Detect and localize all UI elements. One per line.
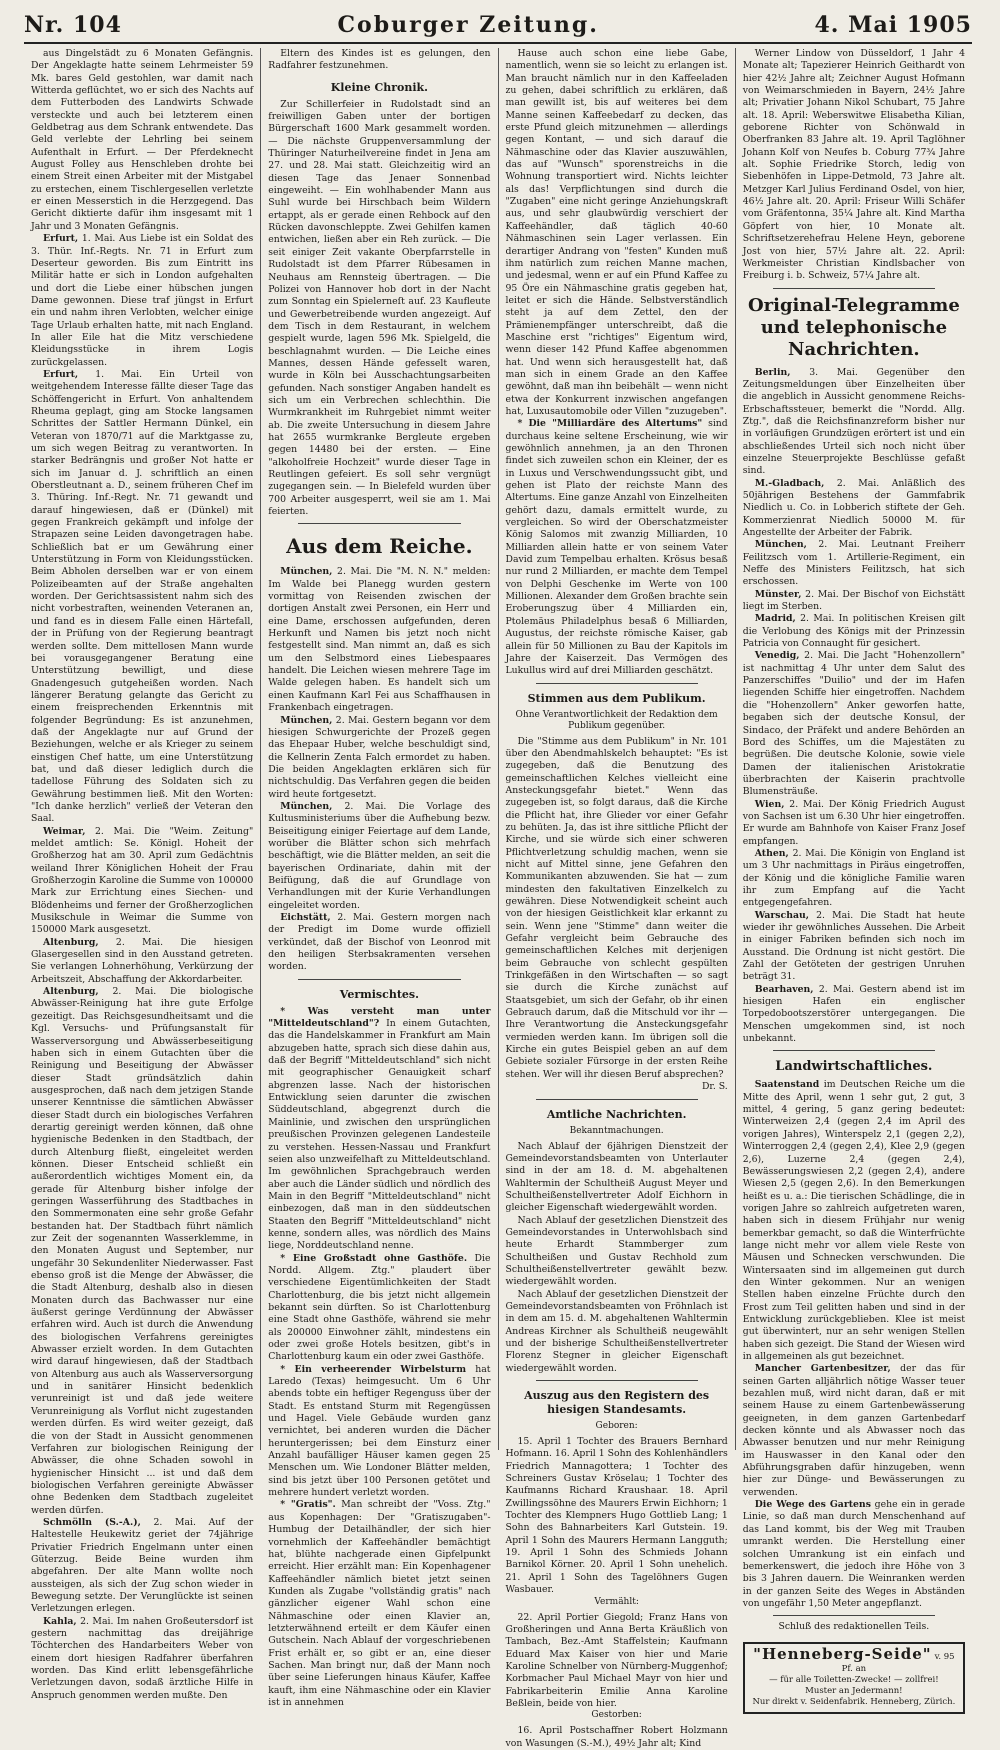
signature: Dr. S. xyxy=(701,1081,728,1093)
article-text: sind durchaus keine seltene Erscheinung, wie wir gewöhnlich annehmen, ja an den Thronen findet sich zuweilen schon ein Kleiner, der es in Luxus und Verschwendungssucht gibt, und gehen ist Plato der reichste Mann des Altertums. Eine ganze Anzahl von Einzelheiten gehört dazu, damals ermittelt wurde, zu vergleichen. So wird der Oberschatzmeister König Salomos mit zwanzig Milliarden, 10 Milliarden allein hatte er von seinem Vater David zum Tempelbau erhalten. Krösus besaß nur rund 2 Milliarden, er machte dem Tempel von Delphi Geschenke im Werte von 100 Millionen. Alexander dem Großen brachte sein Eroberungszug über 4 Milliarden ein, Ptolemäus Philadelphus besaß 6 Milliarden, Augustus, der reichste römische Kaiser, gab allein für 50 Millionen zu Bau der Kapitols im Jahre der Kaiserzeit. Das Vermögen des Lukullus wird auf drei Milliarden geschätzt. xyxy=(505,418,728,677)
article-text: 3. Mai. Gegenüber den Zeitungsmeldungen über Einzelheiten über die angeblich in Aussicht genommene Reichs-Erbschaftssteuer, bemerkt die "Nordd. Allg. Ztg.", daß die Reichsfinanzreform bisher nur in vorläufigen Grundzügen erörtert ist und ein abschließendes Urteil sich noch nicht über einzelne Steuerprojekte Beschlüsse gefaßt sind. xyxy=(742,366,965,477)
article xyxy=(31,1616,253,1702)
register-entry: 22. April Portier Giegold; Franz Hans von Großheringen und Anna Berta Kräußlich von Tambach, Bez.-Amt Staffelstein; Kaufmann Eduard Max Kaiser von hier und Marie Karoline Schnelber von Nürnberg-Muggenhof; Korbmacher Paul Michael Mayr von hier und Fabrikarbeiterin Emilie Anna Karoline Beßlein, beide von hier. xyxy=(505,1611,728,1709)
article xyxy=(743,478,965,540)
divider xyxy=(773,288,935,289)
dateline: M.-Gladbach, xyxy=(754,477,825,489)
section-heading: Auszug aus den Registern des hiesigen Standesamts. xyxy=(524,1389,710,1417)
article-text: Man schreibt der "Voss. Ztg." aus Kopenhagen: Der "Gratiszugaben"-Humbug der Detailhändler, der sich hier vornehmlich der Kaffeehändler bemächtigt hat, blühte nachgerade einen Gipfelpunkt erreicht. Hier erzählt man: Ein Kopenhagener Kaffeehändler nämlich bietet jetzt seinen Kunden als Zugabe "vollständig gratis" nach gänzlicher eigener Wahl schon eine Nähmaschine oder einen Klavier an, letzterwähnend erteilt er dem Käufer einen Gutschein. Nach Ablauf der vorgeschriebenen Frist erhält er, so gibt er an, eine dieser Sachen. Man bringt nur, daß der Mann noch über seine Lieferungen hinaus Käufer, Kaffee kauft, ihm eine Nähmaschine oder ein Klavier ist in annehmen xyxy=(268,1499,491,1708)
article-text: 2. Mai. Leutnant Freiherr Feilitzsch vom 1. Artillerie-Regiment, ein Neffe des Ministers Feilitzsch, hat sich erschossen. xyxy=(742,539,965,588)
divider xyxy=(298,979,460,980)
masthead xyxy=(24,8,972,44)
article: Nach Ablauf der gesetzlichen Dienstzeit des Gemeindevorstandes in Unterwohlsbach sind heute Erhardt Stammberger zum Schultheißen und Gustav Rechhold zum Schultheißenstellvertreter gewählt bezw. wiedergewählt worden. xyxy=(505,1214,728,1288)
dateline: München, xyxy=(280,714,333,726)
dateline: Athen, xyxy=(754,847,789,859)
ad-price: v. 95 Pf. an xyxy=(841,1651,955,1674)
article-text: 2. Mai. Im nahen Großeutersdorf ist gestern nachmittag das dreijährige Töchterchen des Handarbeiters Weber von einem dort hiesigen Radfahrer überfahren worden. Das Kind erlitt lebensgefährliche Verletzungen davon, sodaß ärztliche Hilfe in Anspruch genommen werden mußte. Den xyxy=(31,1615,254,1701)
columns xyxy=(24,48,972,1749)
article xyxy=(743,910,965,984)
dateline: München, xyxy=(754,539,807,551)
article-text: 2. Mai. Die biologische Abwässer-Reinigung hat ihre gute Erfolge gezeitigt. Das Reichsgesundheitsamt und die Kgl. Versuchs- und Prüfungsanstalt für Wasserversorgung und Abwässerbeseitigung haben sich in einem Gutachten über die Reinigung und Beseitigung der Abwässer dieser Stadt gründsätzlich dahin ausgesprochen, daß nach dem jetzigen Stande unserer Kenntnisse die sämtlichen Abwässer dieser Stadt durch ein biologisches Verfahren derartig gereinigt werden können, daß ohne hygienische Bedenken in den Stadtbach, der durch Altenburg fließt, eingeleitet werden können. Dieser Entscheid schließt ein außerordentlich wichtiges Moment ein, da gerade für Altenburg bisher infolge der geringen Wasserführung des Stadtbaches in den Sommermonaten eine sehr große Gefahr bestanden hat. Der Stadtbach führt nämlich zur Zeit der sogenannten Wasserklemme, in den Monaten August und September, nur ungefähr 30 Sekundenliter Niederwasser. Fast ebenso groß ist die Menge der Abwässer, die die Stadt Altenburg, deshalb also in diesen Monaten durch das Bachwasser nur eine äußerst geringe Verdünnung der Abwässer erfahren wird. Auch ist durch die Anwendung des biologischen Verfahrens gereinigtes Abwasser erzielt worden. In dem Gutachten wird darauf hingewiesen, daß der Stadtbach von Altenburg aus auch als Wasserversorgung und in sanitärer Hinsicht bedenklich verunreinigt ist und daß jede weitere Verunreinigung als Vorflut nicht zugestanden werden dürfen. Es wird weiter gezeigt, daß die von der Stadt in Aussicht genommenen Verfahren zur biologischen Reinigung der Abwässer, die ohne Schaden sowohl in hygienischer Hinsicht ... ist und daß dem biologischen Verfahren gereinigte Abwässer ohne Bedenken dem Stadtbach zugeleitet werden dürfen. xyxy=(31,986,254,1516)
article xyxy=(743,589,965,614)
headline: Saatenstand xyxy=(754,1079,820,1091)
article-text: 2. Mai. Der Bischof von Eichstätt liegt im Sterben. xyxy=(742,588,965,613)
headline: * Die "Milliardäre des Altertums" xyxy=(517,418,703,430)
article-text: 2. Mai. Die hiesigen Glasergesellen sind in den Ausstand getreten. Sie verlangen Lohnerhöhung, Verkürzung der Arbeitszeit, Abschaffung der Akkordarbeiter. xyxy=(31,936,254,985)
register-heading: Geboren: xyxy=(595,1421,638,1432)
headline: * "Gratis". xyxy=(280,1499,336,1511)
dateline: Erfurt, xyxy=(43,233,79,245)
ad-line: Nur direkt v. Seidenfabrik. Henneberg, Zürich. xyxy=(752,1697,956,1708)
article xyxy=(268,1499,490,1709)
register-heading: Gestorben: xyxy=(591,1710,642,1721)
article xyxy=(31,986,253,1517)
register-entry: 15. April 1 Tochter des Brauers Bernhard Hofmann. 16. April 1 Sohn des Kohlenhändlers Friedrich Mannagottera; 1 Tochter des Schreiners Gustav Kröselau; 1 Tochter des Kaufmanns Richard Kraushaar. 18. April Zwillingssöhne des Maurers Erwin Eichhorn; 1 Tochter des Klempners Hugo Gottlieb Lang; 1 Sohn des Bahnarbeiters Karl Gutstein. 19. April 1 Sohn des Maurers Hermann Langguth; 19. April 1 Sohn des Schmieds Johann Barnikol Körner. 20. April 1 Sohn unehelich. 21. April 1 Sohn des Tagelöhners Gugen Wasbauer. xyxy=(505,1436,728,1596)
dateline: Eichstätt, xyxy=(280,912,331,923)
article-text: 2. Mai. Auf der Haltestelle Heukewitz geriet der 74jährige Privatier Friedrich Engelmann unter einen Güterzug. Beide Beine wurden ihm abgefahren. Der alte Mann wollte noch aussteigen, als sich der Zug schon wieder in Bewegung setzte. Der Verunglückte ist seinen Verletzungen erlegen. xyxy=(31,1516,254,1615)
article xyxy=(268,566,490,714)
dateline: Altenburg, xyxy=(43,986,99,998)
ad-headline xyxy=(751,1644,957,1676)
section-heading: Aus dem Reiche. xyxy=(286,534,473,559)
article-text: 2. Mai. Gestern morgen nach der Predigt im Dome wurde offiziell verkündet, daß der Bischof von Leonrod mit den heiligen Sterbsakramenten versehen worden. xyxy=(268,912,491,973)
article-text: 2. Mai. Der König Friedrich August von Sachsen ist um 6.30 Uhr hier eingetroffen. Er wurde am Bahnhofe von Kaiser Franz Josef empfangen. xyxy=(742,798,965,847)
advertisement xyxy=(743,1642,965,1715)
issue-date: 4. Mai 1905 xyxy=(814,12,972,38)
end-of-editorial-note: Schluß des redaktionellen Teils. xyxy=(778,1621,930,1633)
article: Nach Ablauf der 6jährigen Dienstzeit der Gemeindevorstandsbeamten von Unterlauter sind in der am 18. d. M. abgehaltenen Wahltermin der Schultheiß August Meyer und Schultheißenstellvertreter Adolf Eichhorn in gleicher Eigenschaft wiedergewählt worden. xyxy=(505,1140,728,1214)
article-text: Die Nordd. Allgem. Ztg." plaudert über verschiedene Eigentümlichkeiten der Stadt Charlottenburg, die bis jetzt nicht allgemein bekannt sein dürften. So ist Charlottenburg eine Stadt ohne Gasthöfe, während sie mehr als 200000 Einwohner zählt, mindestens ein oder zwei große Hotels besitzen, gibt's in Charlottenburg kaum ein oder zwei Gasthöfe. xyxy=(268,1252,491,1363)
register-entry: Werner Lindow von Düsseldorf, 1 Jahr 4 Monate alt; Tapezierer Heinrich Geithardt von hier 42½ Jahre alt; Zeichner August Hofmann von Weimarschmieden in Bayern, 24½ Jahre alt; Privatier Johann Nikol Schubart, 75 Jahre alt. 18. April: Weberswitwe Elisabetha Kilian, geborene Richter von Schönwald in Oberfranken 83 Jahre alt. 19. April Taglöhner Johann Kolf von Neufes b. Coburg 77¾ Jahre alt. Sophie Friedrike Storch, ledig von Siebenhöfen in Lippe-Detmold, 73 Jahre alt. Metzger Karl Julius Ferdinand Osdel, von hier, 46½ Jahre alt. 20. April: Friseur Willi Schäfer vom Gräfentonna, 35¼ Jahre alt. Kind Martha Göpfert von hier, 10 Monate alt. Schriftsetzerehefrau Helene Heyn, geborene Jost von hier, 57½ Jahre alt. 22. April: Werkmeister Christian Kindlsbacher von Freiburg i. b. Schweiz, 57¼ Jahre alt. xyxy=(742,48,965,282)
column-4 xyxy=(736,48,972,1708)
dateline: Warschau, xyxy=(754,909,809,921)
article xyxy=(743,848,965,910)
article-text: gehe ein in gerade Linie, so daß man durch Menschenhand auf das Land kommt, bis der Weg mit Trauben umrankt werden. Die Herstellung einer solchen Umrankung ist ein einfach und bemerkenswert, die jedoch ihre Höhe von 3 bis 3 Jahren dauern. Die Weinranken werden in der ganzen Seite des Weges in Abständen von ungefähr 1,50 Meter angepflanzt. xyxy=(742,1499,965,1609)
article: Die "Stimme aus dem Publikum" in Nr. 101 über den Abendmahlskelch behauptet: "Es ist zugegeben, daß die Benutzung des gemeinschaftlichen Kelches vielleicht eine Ansteckungsgefahr bietet." Wenn das zugegeben ist, so folgt daraus, daß die Kirche die Pflicht hat, ihre Glieder vor einer Gefahr zu behüten. Ja, das ist ihre sittliche Pflicht der Kirche, und sie würde sich einer schweren Pflichtverletzung schuldig machen, wenn sie nicht auf Mittel sinne, jene Gefahren den Kommunikanten abzuwenden. Sie hat — zum mindesten den fakultativen Einzelkelch zu gewähren. Diese Notwendigkeit scheint auch von der hiesigen Geistlichkeit klar erkannt zu sein. Wenn jene "Stimme" dann weiter die Gefahr vergleicht beim Gebrauche des gemeinschaftlichen Kelches mit derjenigen beim Gebrauche von schlecht gespülten Trinkgefäßen in den Wirtschaften — so sagt sie durch die Kirche zunächst auf Staatsgebiet, um sich der Gefahr, ob ihr einen Gebrauch darum, daß die Mitschuld vor ihr — Ihre Verantwortung die Ansteckungsgefahr vermieden werden kann. Im übrigen soll die Kirche ein gutes Beispiel geben an auf dem Gebiete sozialer Fürsorge in der ersten Reihe stehen. Wer will ihr diesen Beruf absprechen? xyxy=(505,735,728,1080)
section-heading: Landwirtschaftliches. xyxy=(775,1059,933,1075)
dateline: Schmölln (S.-A.), xyxy=(43,1516,141,1528)
article-text: 2. Mai. In politischen Kreisen gilt die Verlobung des Königs mit der Prinzessin Patricia von Connaught für gesichert. xyxy=(742,613,965,650)
headline: Mancher Gartenbesitzer, xyxy=(754,1363,891,1375)
divider xyxy=(536,1099,698,1100)
article xyxy=(743,1363,965,1499)
article-text: hat Laredo (Texas) heimgesucht. Um 6 Uhr abends tobte ein heftiger Regenguss über der Stadt. Es entstand Sturm mit Regengüssen und Hagel. Viele Gebäude wurden ganz vernichtet, bei anderen wurden die Dächer heruntergerissen; bei dem Einsturz einer Anzahl baufälliger Häuser kamen gegen 25 Menschen um. Wie Londoner Blätter melden, sind bis jetzt über 100 Personen getötet und mehrere hundert verletzt worden. xyxy=(268,1363,491,1499)
dateline: Altenburg, xyxy=(43,936,99,948)
dateline: Wien, xyxy=(754,798,785,810)
article xyxy=(31,369,253,826)
article xyxy=(268,801,490,912)
article-text: der das für seinen Garten alljährlich nötige Wasser teuer bezahlen muß, wird nicht daran, daß er mit seinem Hause zu einem Gartenbewässerung geeigneten, in dem ganzen Gartenbedarf decken könnte und als Abwasser noch das Abwasser benutzen und nur mehr Reinigung im Hauswasser in den Kanal oder den Abführungsgraben dafür hinzugeben, wenn hier zur Dünge- und Bewässerungen zu verwenden. xyxy=(742,1363,965,1498)
column-2 xyxy=(261,48,498,1708)
article-text: 2. Mai. Die "Weim. Zeitung" meldet amtlich: Se. Königl. Hoheit der Großherzog hat am 30. April zum Gedächtnis weiland Ihrer Königlichen Hoheit der Frau Großherzogin Karoline die Summe von 100000 Mark zur Errichtung eines Siechen- und Blödenheims und ferner der Großherzoglichen Musikschule in Weimar die Summe von 150000 Mark ausgesetzt. xyxy=(31,825,254,936)
article: Hause auch schon eine liebe Gabe, namentlich, wenn sie so leicht zu erlangen ist. Man braucht nämlich nur in den Kaffeeladen zu gehen, dabei schriftlich zu erklären, daß man gewillt ist, bis auf weiteres bei dem Manne seinen Kaffeebedarf zu decken, das erste Pfund gleich mitzunehmen — allerdings gegen Kontant, — und sich darauf die Nähmaschine oder das Klavier auszuwählen, das auf "Wunsch" sporenstreichs in die Wohnung transportiert wird. Nichts leichter als das! Verpflichtungen sind durch die "Zugaben" eine nicht geringe Anziehungskraft aus, und sehr glaubwürdig verschiert der Kaffeehändler, daß täglich 40-60 Nähmaschinen sein Lager verlassen. Ein derartiger Andrang von "festen" Kunden muß ihm natürlich zum reichen Manne machen, und jedesmal, wenn er auf ein Pfund Kaffee zu 95 Öre ein Nähmaschine gratis gegeben hat, leitet er sich die Hände. Selbstverständlich steht ja auf dem Zettel, den der Prämienempfänger unterschreibt, daß die Maschine erst "richtiges" Eigentum wird, wenn dieser 142 Pfund Kaffee abgenommen hat. Und wenn sich herausgestellt hat, daß man sich in einem Grade an den Kaffee gewöhnt, daß man ihn beibehält — wenn nicht etwa der Konkurrent inzwischen angefangen hat, Luxusautomobile oder Villen "zuzugeben". xyxy=(505,48,728,417)
article-text: 2. Mai. Gestern begann vor dem hiesigen Schwurgerichte der Prozeß gegen das Ehepaar Huber, welche beschuldigt sind, die Kellnerin Zenta Falch ermordet zu haben. Die beiden Angeklagten erklären sich für nichtschuldig. Das Verfahren gegen die beiden wird heute fortgesetzt. xyxy=(268,714,491,800)
section-heading: Amtliche Nachrichten. xyxy=(546,1107,687,1121)
section-subheading: Bekanntmachungen. xyxy=(569,1125,664,1136)
article-text: 2. Mai. Die "M. N. N." melden: Im Walde bei Planegg wurden gestern vormittag von Reisenden zwischen der dortigen Anstalt zwei Personen, ein Herr und eine Dame, erschossen aufgefunden, deren Herkunft und Namen bis jetzt noch nicht festgestellt sind. Man nimmt an, daß es sich um den Selbstmord eines Liebespaares handelt. Die Leichen wiesen mehrere Tage im Walde gelegen haben. Es handelt sich um einen Kaufmann Karl Fei aus Schaffhausen in Frankenbach eingetragen. xyxy=(268,566,491,714)
article xyxy=(506,418,728,677)
article-text: 2. Mai. Die Vorlage des Kultusministeriums über die Aufhebung bezw. Beiseitigung einiger Feiertage auf dem Lande, worüber die Blätter schon sich mehrfach beschäftigt, wie die Blätter melden, an seit die bayerischen Ordinariate, dahin mit der Beifügung, daß die auf Grundlage von Verhandlungen mit der Kurie Verhandlungen eingeleitet worden. xyxy=(268,800,491,911)
headline: * Eine Großstadt ohne Gasthöfe. xyxy=(280,1252,468,1264)
dateline: Venedig, xyxy=(754,650,800,662)
headline: Die Wege des Gartens xyxy=(754,1499,871,1511)
dateline: München, xyxy=(280,566,333,578)
article-text: 2. Mai. Gestern abend ist im hiesigen Hafen ein englischer Torpedobootszerstörer untergegangen. Die Menschen umgekommen sind, ist noch unbekannt. xyxy=(742,983,965,1045)
article xyxy=(31,1517,253,1616)
article-text: 1. Mai. Aus Liebe ist ein Soldat des 3. Thür. Inf.-Regts. Nr. 71 in Erfurt zum Deserteur geworden. Bis zum Eintritt ins Militär hatte er sich in London aufgehalten und dort die Liebe einer hübschen jungen Dame gewonnen. Diese traf jüngst in Erfurt ein und nahm ihren Verlobten, welcher einige Tage Urlaub erhalten hatte, mit nach England. In aller Eile hat die Mitz verschiedene Kleidungsstücke in ihrem Logis zurückgelassen. xyxy=(31,233,254,368)
section-heading: Stimmen aus dem Publikum. xyxy=(527,691,706,705)
section-heading: Original-Telegramme und telephonische Nachrichten. xyxy=(747,294,960,360)
issue-number: Nr. 104 xyxy=(24,12,122,38)
article-text: 2. Mai. Die Stadt hat heute wieder ihr gewöhnliches Aussehen. Die Arbeit in einiger Fabriken befinden sich noch im Ausstand. Die Ordnung ist nicht gestört. Die Zahl der Getöteten der gestrigen Unruhen beträgt 31. xyxy=(742,909,965,983)
section-heading: Vermischtes. xyxy=(339,987,419,1001)
ad-line: Muster an Jedermann! xyxy=(805,1686,903,1697)
article-text: In einem Gutachten, das die Handelskammer in Frankfurt am Main abzugeben hatte, sprach sich diese dahin aus, daß der Begriff "Mitteldeutschland" sich nicht mit geographischer Genauigkeit scharf abgrenzen lasse. Nach der historischen Entwicklung seien darunter die zwischen Süddeutschland, abgegrenzt durch die Mainlinie, und zwischen den ursprünglichen preußischen Provinzen gelegenen Landesteile zu verstehen. Hessen-Nassau und Frankfurt seien also unzweifelhaft zu Mitteldeutschland. Im gewöhnlichen Sprachgebrauch werden aber auch die Länder südlich und nördlich des Main in den Begriff "Mitteldeutschland" nicht einbezogen, daß man in den süddeutschen Staaten den Begriff "Mitteldeutschland" nicht kenne, sondern alles, was nördlich des Mains liege, Norddeutschland nenne. xyxy=(268,1018,491,1252)
register-entry: 16. April Postschaffner Robert Holzmann von Wasungen (S.-M.), 49½ Jahr alt; Kind xyxy=(505,1725,728,1749)
article-text: 2. Mai. Anläßlich des 50jährigen Bestehens der Gammfabrik Niedlich u. Co. in Lobberich stiftete der Geh. Kommerzienrat Niedlich 50000 M. für Angestellte der Arbeiter der Fabrik. xyxy=(742,477,965,538)
article: aus Dingelstädt zu 6 Monaten Gefängnis. Der Angeklagte hatte seinem Lehrmeister 59 Mk. bares Geld gestohlen, war damit nach Witterda geflüchtet, wo er sich des Nachts auf dem Futterboden des Landwirts Schwade versteckte und auch bei letzterem einen Geldbetrag aus dem Schrank entwendete. Das Geld verlebte der Lehrling bei seinem Aufenthalt in Erfurt. — Der Pferdeknecht August Folley aus Henschleben drohte bei einem Streit einen Arbeiter mit der Mistgabel zu erstechen, einem Tischlergesellen verletzte er einen Messerstich in die Herzgegend. Das Gericht diktierte dafür ihm insgesamt mit 1 Jahr und 3 Monaten Gefängnis. xyxy=(31,48,254,232)
article-text: 1. Mai. Ein Urteil von weitgehendem Interesse fällte dieser Tage das Schöffengericht in Erfurt. Von anhaltendem Rheuma geplagt, ging am Stocke langsamen Schrittes der Sattler Hermann Dünkel, ein Veteran von 1870/71 auf die Marktgasse zu, um sich wegen Beitrag zu verantworten. In starker Bedrängnis und großer Not hatte er sich im Januar d. J. schriftlich an einen Oberstleutnant a. D., seinem früheren Chef im 3. Thüring. Inf.-Regt. Nr. 71 gewandt und darauf hingewiesen, daß er (Dünkel) mit gegen Frankreich gekämpft und infolge der Strapazen seine Leiden davongetragen habe. Schließlich bat er um Gewährung einer Unterstützung in Form von Kleidungsstücken. Beim Abholen derselben war er von einem Polizeibeamten auf der Straße angehalten worden. Der Gerichtsassistent nahm sich des nicht vorbestraften, weinenden Veteranen an, und fand es in diesem Falle einen Härtefall, der in Prüfung von der Regierung beantragt werden sollte. Dem mittellosen Mann wurde bei vorausgegangener Beratung eine Unterstützung bewilligt, und diese Gnadengesuch gutgeheißen worden. Nach längerer Beratung gelangte das Gericht zu einem freisprechenden Erkenntnis mit folgender Begründung: Es ist anzunehmen, daß der Angeklagte nur auf Grund der Beziehungen, welche er als Krieger zu seinem einstigen Chef hatte, um eine Unterstützung bat, und daß dieser lediglich durch die tadellose Führung des Soldaten sich zu Gewährung bestimmen ließ. Mit den Worten: "Ich danke herzlich" verließ der Veteran den Saal. xyxy=(31,368,254,825)
dateline: Berlin, xyxy=(754,366,791,378)
article xyxy=(31,826,253,937)
article xyxy=(31,937,253,986)
article: Zur Schillerfeier in Rudolstadt sind an freiwilligen Gaben unter der bortigen Bürgerschaft 1600 Mark gesammelt worden. — Die nächste Gruppenversammlung der Thüringer Naturheilvereine findet in Jena am 27. und 28. Mai statt. Gleichzeitig wird an diesen Tage das Jenaer Sonnenbad eingeweiht. — Ein wohlhabender Mann aus Suhl wurde bei Hirschbach beim Wildern ertappt, als er gerade einen Rehbock auf den Rücken davonschleppte. Zwei Gehilfen kamen entwichen, ließen aber ein Reh zurück. — Die seit einiger Zeit vakante Oberpfarrstelle in Rudolstadt ist dem Pfarrer Rübesamen in Neuhaus am Rennsteig übertragen. — Die Polizei von Hannover hob dort in der Nacht zum Sonntag ein Spielerneſt auf. 23 Kaufleute und Gewerbetreibende wurden angezeigt. Auf dem Tisch in dem Restaurant, in welchem gespielt wurde, lagen 596 Mk. Spielgeld, die beschlagnahmt wurden. — Die Leiche eines Mannes, dessen Hände gefesselt waren, wurde in Köln bei Ausschachtungsarbeiten gefunden. Nach sonstiger Angaben handelt es sich um ein Verbrechen schlechthin. Die Wurmkrankheit im Ruhrgebiet nimmt weiter ab. Die zweite Untersuchung in diesem Jahre hat 2655 wurmkranke Bergleute ergeben gegen 14480 bei der ersten. — Eine "alkoholfreie Hochzeit" wurde dieser Tage in Reutlingen gefeiert. Es soll sehr vergnügt zugegangen sein. — In Bielefeld wurden über 700 Arbeiter ausgesperrt, weil sie am 1. Mai feierten. xyxy=(268,98,491,518)
article-text: 2. Mai. Die Königin von England ist um 3 Uhr nachmittags in Piräus eingetroffen, der König und die königliche Familie waren ihr zum Empfang auf die Yacht entgegengefahren. xyxy=(742,847,965,909)
dateline: Münster, xyxy=(754,588,802,600)
article xyxy=(268,1364,490,1500)
column-1 xyxy=(24,48,261,1701)
dateline: Erfurt, xyxy=(43,368,79,380)
ad-line: — für alle Toiletten-Zwecke! — zollfrei! xyxy=(769,1675,939,1686)
article xyxy=(743,1499,965,1610)
article xyxy=(743,799,965,848)
headline: * Was versteht man unter "Mitteldeutschland"? xyxy=(268,1005,491,1030)
register-heading: Vermählt: xyxy=(594,1596,639,1607)
dateline: Madrid, xyxy=(754,613,796,625)
article xyxy=(268,715,490,801)
dateline: Weimar, xyxy=(43,825,86,837)
section-subheading: Ohne Verantwortlichkeit der Redaktion dem Publikum gegenüber. xyxy=(515,709,718,731)
article xyxy=(268,912,490,974)
article: Eltern des Kindes ist es gelungen, den Radfahrer festzunehmen. xyxy=(268,48,491,72)
article xyxy=(268,1006,490,1253)
divider xyxy=(773,1615,935,1616)
article: Nach Ablauf der gesetzlichen Dienstzeit der Gemeindevorstandsbeamten von Fröhnlach ist in dem am 15. d. M. abgehaltenen Wahltermin Andreas Kirchner als Schultheiß neugewählt und der bisherige Schultheißenstellvertreter Florenz Stegner in gleicher Eigenschaft wiedergewählt worden. xyxy=(505,1288,728,1374)
divider xyxy=(536,1380,698,1381)
article xyxy=(743,367,965,478)
section-heading: Kleine Chronik. xyxy=(330,80,428,94)
article-text: im Deutschen Reiche um die Mitte des April, wenn 1 sehr gut, 2 gut, 3 mittel, 4 gering, 5 ganz gering bedeutet: Winterweizen 2,4 (gegen 2,4 im April des vorigen Jahres), Winterspelz 2,1 (gegen 2,2), Winterroggen 2,4 (gegen 2,4), Klee 2,9 (gegen 2,6), Luzerne 2,4 (gegen 2,4), Bewässerungswiesen 2,2 (gegen 2,4), andere Wiesen 2,5 (gegen 2,6). In den Bemerkungen heißt es u. a.: Die tierischen Schädlinge, die in vorigen Jahre so zahlreich aufgetreten waren, haben sich in diesem Frühjahr nur wenig bemerkbar gemacht, so daß die Winterfrüchte lange nicht mehr vor allem viele Reste von Mäusen und Schnecken verschwunden. Die Wintersaaten sind im allgemeinen gut durch den Winter gekommen. Nur an wenigen Stellen haben einzelne Früchte durch den Frost zum Teil gelitten haben und sind in der Entwicklung zurückgeblieben. Klee ist meist gut überwintert, nur an sehr wenigen Stellen haben sich gezeigt. Die Stand der Wiesen wird in allgemeinen als gut bezeichnet. xyxy=(742,1079,965,1362)
article-text: 2. Mai. Die Jacht "Hohenzollern" ist nachmittag 4 Uhr unter dem Salut des Panzerschiffes "Duilio" und der im Hafen liegenden Schiffe hier eingetroffen. Nachdem die "Hohenzollern" Anker geworfen hatte, begaben sich der deutsche Konsul, der Sindaco, der Präfekt und andere Behörden an Bord des Schiffes, um die Majestäten zu begrüßen. Die deutsche Kolonie, sowie viele Damen der italienischen Aristokratie überbrachten der Kaiserin prachtvolle Blumensträuße. xyxy=(742,650,965,798)
divider xyxy=(773,1050,935,1051)
column-3 xyxy=(499,48,736,1749)
article xyxy=(743,539,965,588)
article xyxy=(743,650,965,798)
dateline: München, xyxy=(280,800,333,812)
dateline: Bearhaven, xyxy=(754,983,814,995)
ad-brand: "Henneberg-Seide" xyxy=(753,1644,932,1663)
article xyxy=(31,233,253,369)
divider xyxy=(298,523,460,524)
divider xyxy=(536,683,698,684)
dateline: Kahla, xyxy=(43,1615,77,1627)
article xyxy=(268,1253,490,1364)
headline: * Ein verheerender Wirbelsturm xyxy=(280,1363,467,1375)
article xyxy=(743,1079,965,1363)
article xyxy=(743,613,965,650)
article xyxy=(743,984,965,1046)
newspaper-title: Coburger Zeitung. xyxy=(337,12,599,38)
